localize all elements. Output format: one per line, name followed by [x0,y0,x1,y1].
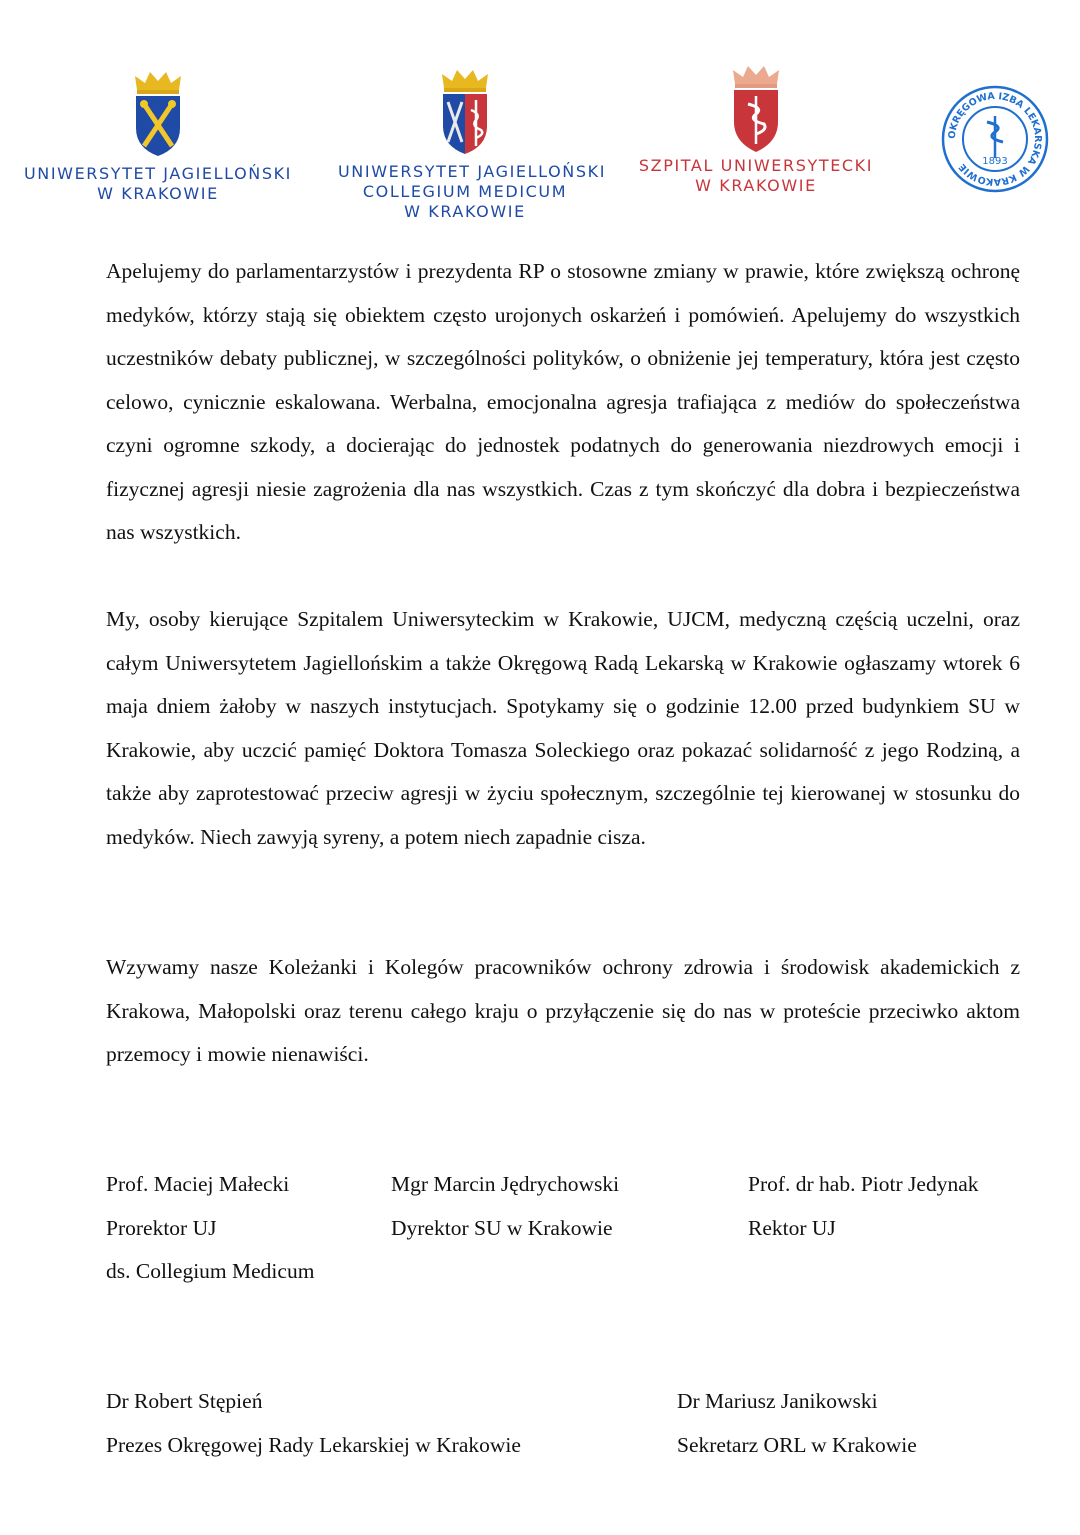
ujcm-crest-icon [435,66,495,156]
signatory-jedrychowski [391,1163,619,1250]
signatory-role: Rektor UJ [748,1215,836,1240]
oil-ring-text: OKRĘGOWA IZBA LEKARSKA W KRAKOWIE [946,90,1044,188]
signatory-stepien [106,1380,521,1467]
logo-oil [940,82,1050,197]
signatory-jedynak [748,1163,979,1250]
signatory-name: Dr Mariusz Janikowski [677,1389,878,1413]
oil-seal-icon [940,82,1050,197]
uj-crest-icon [128,68,188,158]
signatory-role-2: ds. Collegium Medicum [106,1259,315,1283]
signatory-role: Prezes Okręgowej Rady Lekarskiej w Krakowie [106,1432,521,1457]
su-crest-icon [726,62,786,154]
ujcm-name: UNIWERSYTET JAGIELLOŃSKI [338,162,607,181]
signatory-role: Prorektor UJ [106,1215,217,1240]
signatory-malecki [106,1163,314,1294]
paragraph-call: Wzywamy nasze Koleżanki i Kolegów pracowników ochrony zdrowia i środowisk akademickich z Krakowa, Małopolski oraz terenu całego kraju o przyłączenie się do nas w proteście przeciwko aktom przemocy i mowie nienawiści. [106,955,1020,1066]
ujcm-city: W KRAKOWIE [404,202,526,221]
signatory-name: Mgr Marcin Jędrychowski [391,1172,620,1196]
logo-su [638,62,874,196]
signatory-name: Prof. dr hab. Piotr Jedynak [748,1172,979,1196]
signatory-role: Sekretarz ORL w Krakowie [677,1432,917,1457]
su-name: SZPITAL UNIWERSYTECKI [638,156,874,175]
uj-city: W KRAKOWIE [97,184,219,203]
signatory-role: Dyrektor SU w Krakowie [391,1215,613,1240]
signatory-janikowski [677,1380,917,1467]
uj-name: UNIWERSYTET JAGIELLOŃSKI [23,164,293,183]
oil-year: 1893 [982,156,1008,167]
logo-ujcm [338,66,607,222]
signatory-name: Dr Robert Stępień [106,1389,263,1413]
paragraph-mourning: My, osoby kierujące Szpitalem Uniwersyteckim w Krakowie, UJCM, medyczną częścią uczelni, oraz całym Uniwersytetem Jagiellońskim a także Okręgową Radą Lekarską w Krakowie ogłaszamy wtorek 6 maja dniem żałoby w naszych instytucjach. Spotykamy się o godzinie 12.00 przed budynkiem SU w Krakowie, aby uczcić pamięć Doktora Tomasza Soleckiego oraz pokazać solidarność z jego Rodziną, a także aby zaprotestować przeciw agresji w życiu społecznym, szczególnie tej kierowanej w stosunku do medyków. Niech zawyją syreny, a potem niech zapadnie cisza. [106,607,1020,849]
su-city: W KRAKOWIE [695,176,817,195]
signatory-name: Prof. Maciej Małecki [106,1172,290,1196]
ujcm-sub: COLLEGIUM MEDICUM [362,182,568,201]
paragraph-appeal: Apelujemy do parlamentarzystów i prezydenta RP o stosowne zmiany w prawie, które zwiększą ochronę medyków, którzy stają się obiektem często urojonych oskarżeń i pomówień. Apelujemy do wszystkich uczestników debaty publicznej, w szczególności polityków, o obniżenie jej temperatury, która jest często celowo, cynicznie eskalowana. Werbalna, emocjonalna agresja trafiająca z mediów do społeczeństwa czyni ogromne szkody, a docierając do jednostek podatnych do generowania niezdrowych emocji i fizycznej agresji niesie zagrożenia dla nas wszystkich. Czas z tym skończyć dla dobra i bezpieczeństwa nas wszystkich. [106,259,1020,544]
logo-uj [22,68,294,204]
